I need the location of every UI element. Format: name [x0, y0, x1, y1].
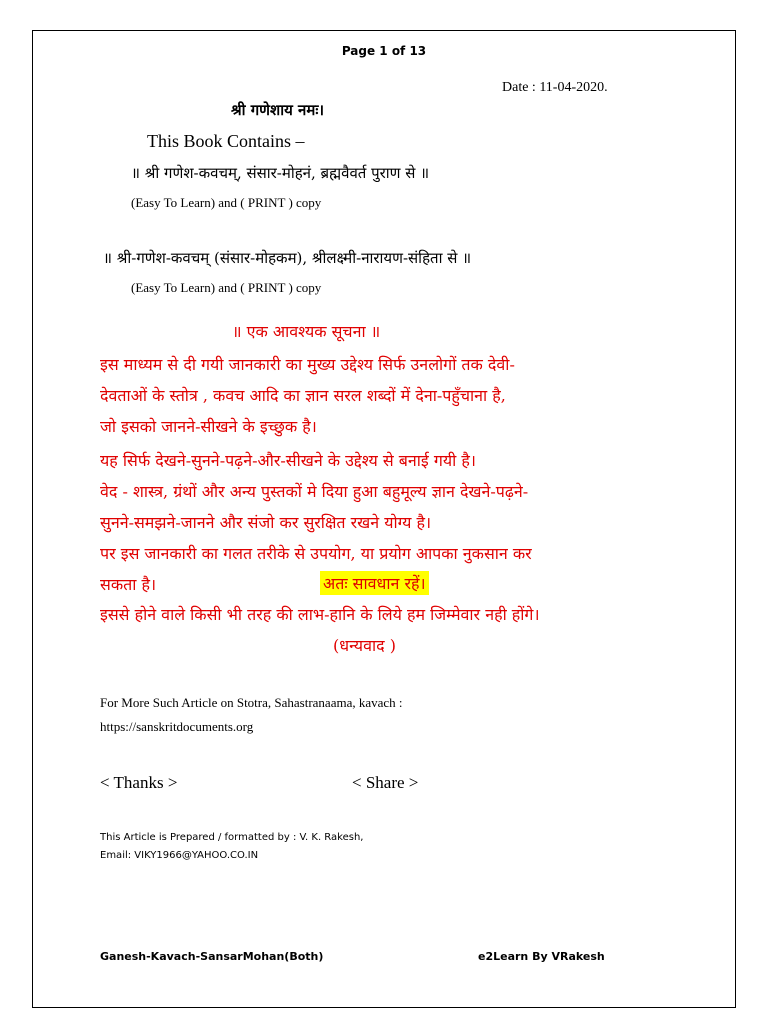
author-email[interactable]: Email: VIKY1966@YAHOO.CO.IN [100, 850, 259, 861]
copy-note-1: (Easy To Learn) and ( PRINT ) copy [131, 195, 322, 210]
invocation-text: श्री गणेशाय नमः। [231, 101, 325, 119]
notice-line: सकता है। [100, 575, 157, 594]
notice-line: यह सिर्फ देखने-सुनने-पढ़ने-और-सीखने के उद्देश्य से बनाई गयी है। [100, 451, 476, 470]
caution-highlight: अतः सावधान रहें। [320, 571, 429, 595]
contents-title-1: ॥ श्री गणेश-कवचम्, संसार-मोहनं, ब्रह्मवैवर्त पुराण से ॥ [131, 164, 430, 182]
footer-publisher: e2Learn By VRakesh [478, 950, 605, 963]
share-link[interactable]: < Share > [352, 773, 419, 792]
more-info-label: For More Such Article on Stotra, Sahastranaama, kavach : [100, 695, 403, 710]
thanks-note: (धन्यवाद ) [333, 636, 396, 655]
notice-line: इस माध्यम से दी गयी जानकारी का मुख्य उद्देश्य सिर्फ उनलोगों तक देवी- [100, 355, 515, 374]
notice-line: सुनने-समझने-जानने और संजो कर सुरक्षित रखने योग्य है। [100, 513, 432, 532]
notice-line: जो इसको जानने-सीखने के इच्छुक है। [100, 417, 317, 436]
contains-heading: This Book Contains – [147, 131, 305, 151]
prepared-by-text: This Article is Prepared / formatted by : V. K. Rakesh, [100, 832, 364, 843]
footer-document-name: Ganesh-Kavach-SansarMohan(Both) [100, 950, 324, 963]
copy-note-2: (Easy To Learn) and ( PRINT ) copy [131, 280, 322, 295]
thanks-link[interactable]: < Thanks > [100, 773, 178, 792]
notice-line: वेद - शास्त्र, ग्रंथों और अन्य पुस्तकों मे दिया हुआ बहुमूल्य ज्ञान देखने-पढ़ने- [100, 482, 529, 501]
page-number: Page 1 of 13 [341, 44, 427, 58]
notice-heading: ॥ एक आवश्यक सूचना ॥ [232, 322, 381, 341]
contents-title-2: ॥ श्री-गणेश-कवचम् (संसार-मोहकम), श्रीलक्ष्मी-नारायण-संहिता से ॥ [103, 249, 472, 267]
notice-line: पर इस जानकारी का गलत तरीके से उपयोग, या प्रयोग आपका नुकसान कर [100, 544, 532, 563]
website-link[interactable]: https://sanskritdocuments.org [100, 719, 254, 734]
document-date: Date : 11-04-2020. [502, 80, 608, 95]
notice-line: देवताओं के स्तोत्र , कवच आदि का ज्ञान सरल शब्दों में देना-पहुँचाना है, [100, 386, 506, 405]
notice-line: इससे होने वाले किसी भी तरह की लाभ-हानि के लिये हम जिम्मेवार नही होंगे। [100, 605, 540, 624]
